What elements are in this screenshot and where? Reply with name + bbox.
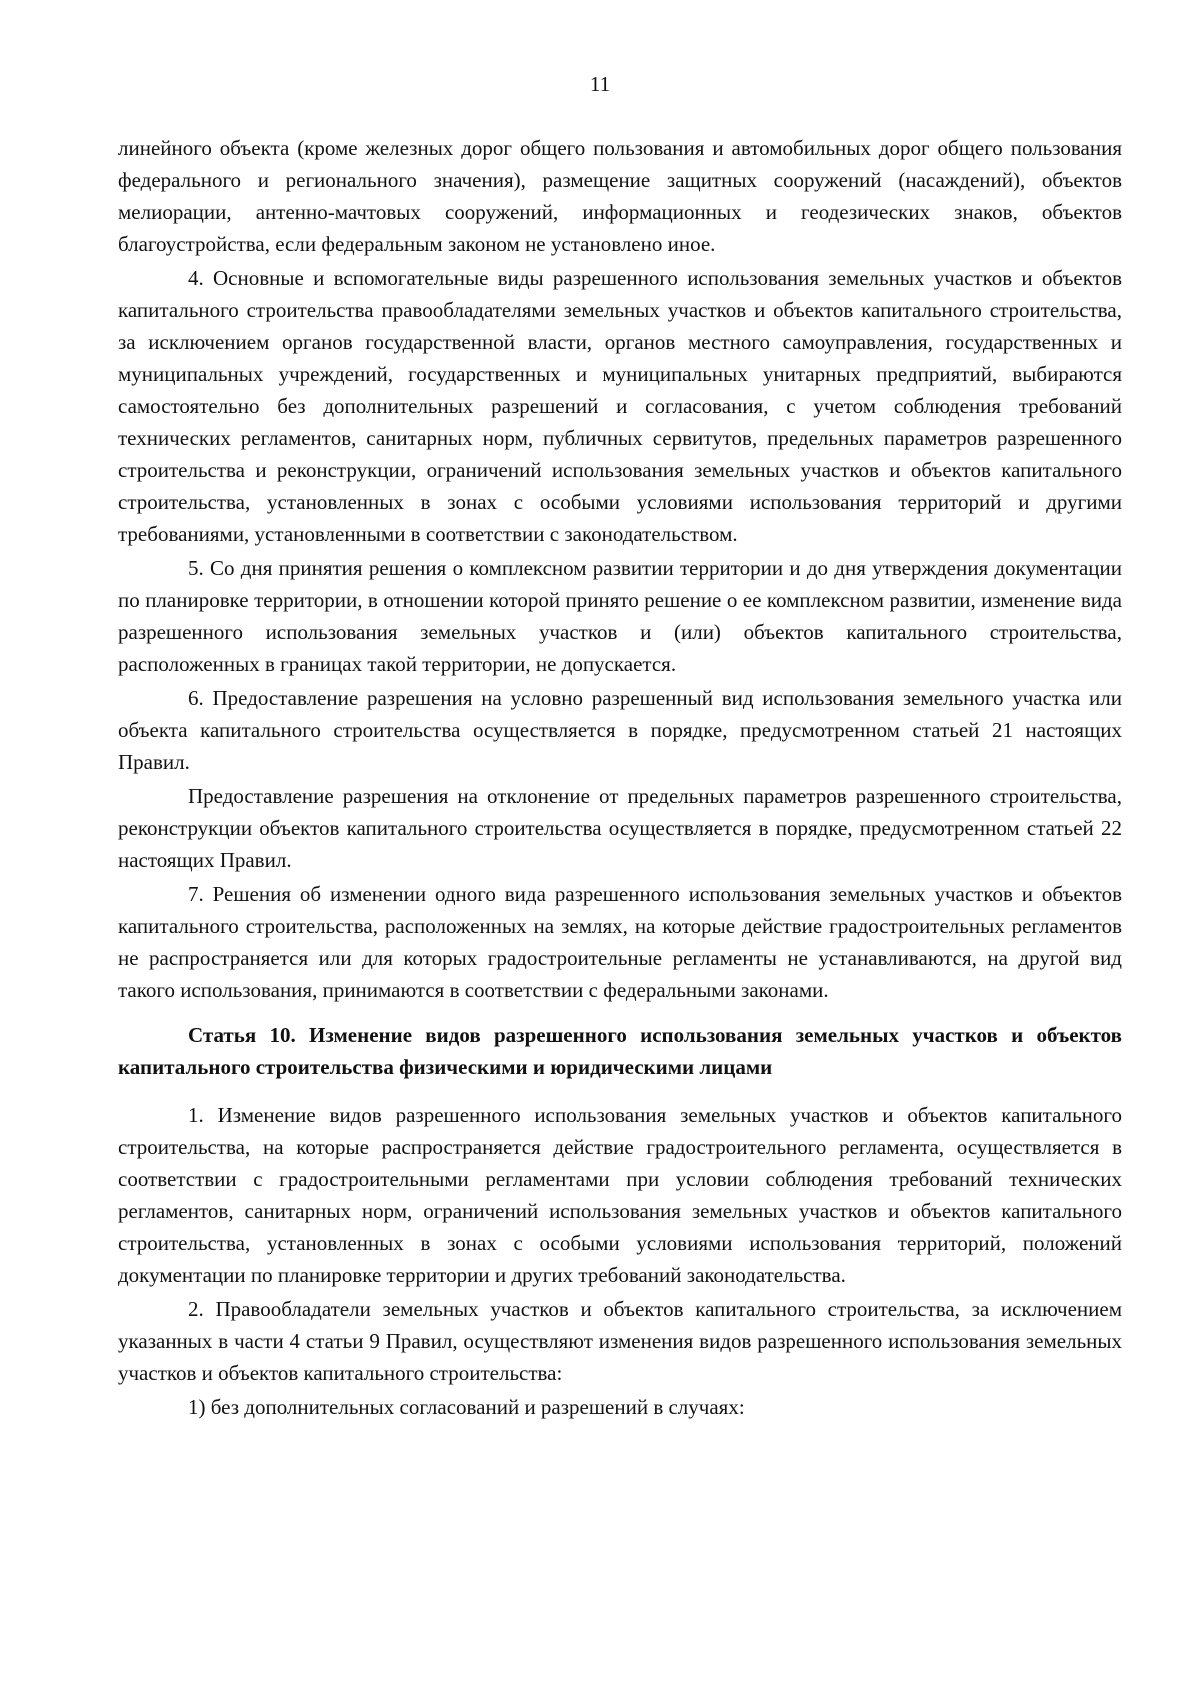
article-subitem-1: 1) без дополнительных согласований и разрешений в случаях:: [188, 1395, 745, 1419]
paragraph-item-6: 6. Предоставление разрешения на условно разрешенный вид использования земельного участка или объекта капитального строительства осуществляется в порядке, предусмотренном статьей 21 настоящих Правил.: [118, 686, 1122, 774]
paragraph-continuation: линейного объекта (кроме железных дорог общего пользования и автомобильных дорог общего пользования федерального и регионального значения), размещение защитных сооружений (насаждений), объектов мелиорации, антенно-мачтовых сооружений, информационных и геодезических знаков, объектов благоустройства, если федеральным законом не установлено иное.: [118, 136, 1122, 256]
paragraph-item-7: 7. Решения об изменении одного вида разрешенного использования земельных участков и объектов капитального строительства, расположенных на землях, на которые действие градостроительных регламентов не распространяется или для которых градостроительные регламенты не устанавливаются, на другой вид такого использования, принимаются в соответствии с федеральными законами.: [118, 882, 1122, 1002]
paragraph-item-4: 4. Основные и вспомогательные виды разрешенного использования земельных участков и объектов капитального строительства правообладателями земельных участков и объектов капитального строительства, за исключением органов государственной власти, органов местного самоуправления, государственных и муниципальных учреждений, государственных и муниципальных унитарных предприятий, выбираются самостоятельно без дополнительных разрешений и согласования, с учетом соблюдения требований технических регламентов, санитарных норм, публичных сервитутов, предельных параметров разрешенного строительства и реконструкции, ограничений использования земельных участков и объектов капитального строительства, установленных в зонах с особыми условиями использования территорий и другими требованиями, установленными в соответствии с законодательством.: [118, 266, 1122, 546]
article-paragraph-2: 2. Правообладатели земельных участков и объектов капитального строительства, за исключением указанных в части 4 статьи 9 Правил, осуществляют изменения видов разрешенного использования земельных участков и объектов капитального строительства:: [118, 1297, 1122, 1385]
document-body: [118, 132, 1122, 1423]
article-paragraph-1: 1. Изменение видов разрешенного использования земельных участков и объектов капитального строительства, на которые распространяется действие градостроительного регламента, осуществляется в соответствии с градостроительными регламентами при условии соблюдения требований технических регламентов, санитарных норм, ограничений использования земельных участков и объектов капитального строительства, установленных в зонах с особыми условиями использования территорий, положений документации по планировке территории и других требований законодательства.: [118, 1103, 1122, 1287]
page-number: 11: [589, 72, 611, 96]
article-heading: Статья 10. Изменение видов разрешенного использования земельных участков и объектов капитального строительства физическими и юридическими лицами: [118, 1023, 1122, 1079]
paragraph-item-6-continued: Предоставление разрешения на отклонение от предельных параметров разрешенного строительства, реконструкции объектов капитального строительства осуществляется в порядке, предусмотренном статьей 22 настоящих Правил.: [118, 784, 1122, 872]
paragraph-item-5: 5. Со дня принятия решения о комплексном развитии территории и до дня утверждения документации по планировке территории, в отношении которой принято решение о ее комплексном развитии, изменение вида разрешенного использования земельных участков и (или) объектов капитального строительства, расположенных в границах такой территории, не допускается.: [118, 556, 1122, 676]
